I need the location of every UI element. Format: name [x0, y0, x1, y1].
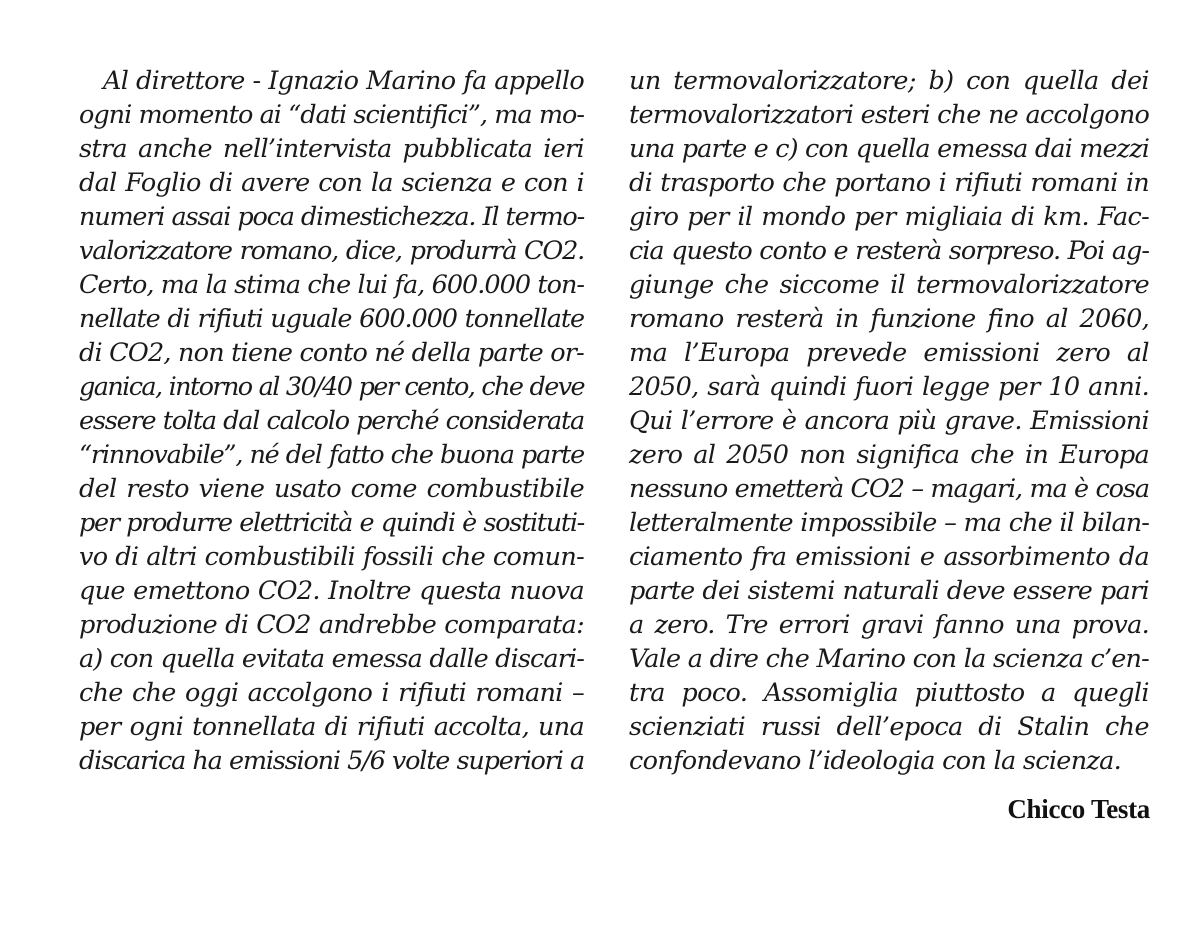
letter-line: per produrre elettricità e quindi è sostituti- [79, 508, 584, 538]
letter-line: Certo, ma la stima che lui fa, 600.000 ton- [79, 270, 584, 300]
letter-line: vo di altri combustibili fossili che comun- [79, 542, 584, 572]
letter-line: tra poco. Assomiglia piuttosto a quegli [629, 678, 1149, 708]
letter-line: termovalorizzatori esteri che ne accolgono [629, 100, 1149, 130]
letter-line: che che oggi accolgono i rifiuti romani – [79, 678, 584, 708]
letter-line: ogni momento ai “dati scientifici”, ma mo- [79, 100, 584, 130]
letter-line: nellate di rifiuti uguale 600.000 tonnellate [79, 304, 584, 334]
letter-line: que emettono CO2. Inoltre questa nuova [79, 576, 584, 606]
letter-line: giro per il mondo per migliaia di km. Fac- [629, 202, 1149, 232]
letter-line: giunge che siccome il termovalorizzatore [629, 270, 1149, 300]
letter-line: letteralmente impossibile – ma che il bilan- [629, 508, 1149, 538]
letter-line: dal Foglio di avere con la scienza e con i [79, 168, 584, 198]
letter-line: Al direttore - Ignazio Marino fa appello [103, 66, 584, 96]
letter-line: 2050, sarà quindi fuori legge per 10 anni. [629, 372, 1149, 402]
letter-line: di trasporto che portano i rifiuti romani in [629, 168, 1149, 198]
letter-line: romano resterà in funzione fino al 2060, [629, 304, 1149, 334]
letter-line: di CO2, non tiene conto né della parte or- [79, 338, 584, 368]
letter-line: ciamento fra emissioni e assorbimento da [629, 542, 1149, 572]
right-column [629, 64, 1149, 778]
letter-line: produzione di CO2 andrebbe comparata: [79, 610, 584, 640]
letter-line: ganica, intorno al 30/40 per cento, che deve [79, 372, 584, 402]
letter-line: numeri assai poca dimestichezza. Il termo- [79, 202, 584, 232]
letter-line: essere tolta dal calcolo perché considerata [79, 406, 584, 436]
letter-line: a) con quella evitata emessa dalle discari- [79, 644, 584, 674]
author-signature: Chicco Testa [1007, 794, 1150, 824]
letter-line: zero al 2050 non significa che in Europa [629, 440, 1149, 470]
letter-line: una parte e c) con quella emessa dai mezzi [629, 134, 1149, 164]
letter-line: un termovalorizzatore; b) con quella dei [629, 66, 1149, 96]
letter-line: scienziati russi dell’epoca di Stalin che [629, 712, 1149, 742]
letter-line: parte dei sistemi naturali deve essere pari [629, 576, 1149, 606]
left-column [79, 64, 584, 778]
letter-line: discarica ha emissioni 5/6 volte superiori a [79, 746, 584, 776]
letter-line: cia questo conto e resterà sorpreso. Poi ag- [629, 236, 1149, 266]
letter-line: a zero. Tre errori gravi fanno una prova. [629, 610, 1149, 640]
letter-line: ma l’Europa prevede emissioni zero al [629, 338, 1149, 368]
letter-line: valorizzatore romano, dice, produrrà CO2. [79, 236, 584, 266]
letter-line: per ogni tonnellata di rifiuti accolta, una [79, 712, 584, 742]
letter-line: “rinnovabile”, né del fatto che buona parte [79, 440, 584, 470]
letter-line: del resto viene usato come combustibile [79, 474, 584, 504]
letter-line: Vale a dire che Marino con la scienza c’en- [629, 644, 1149, 674]
letter-line: confondevano l’ideologia con la scienza. [629, 746, 1122, 776]
letter-line: stra anche nell’intervista pubblicata ieri [79, 134, 584, 164]
letter-line: Qui l’errore è ancora più grave. Emissioni [629, 406, 1149, 436]
letter-line: nessuno emetterà CO2 – magari, ma è cosa [629, 474, 1149, 504]
